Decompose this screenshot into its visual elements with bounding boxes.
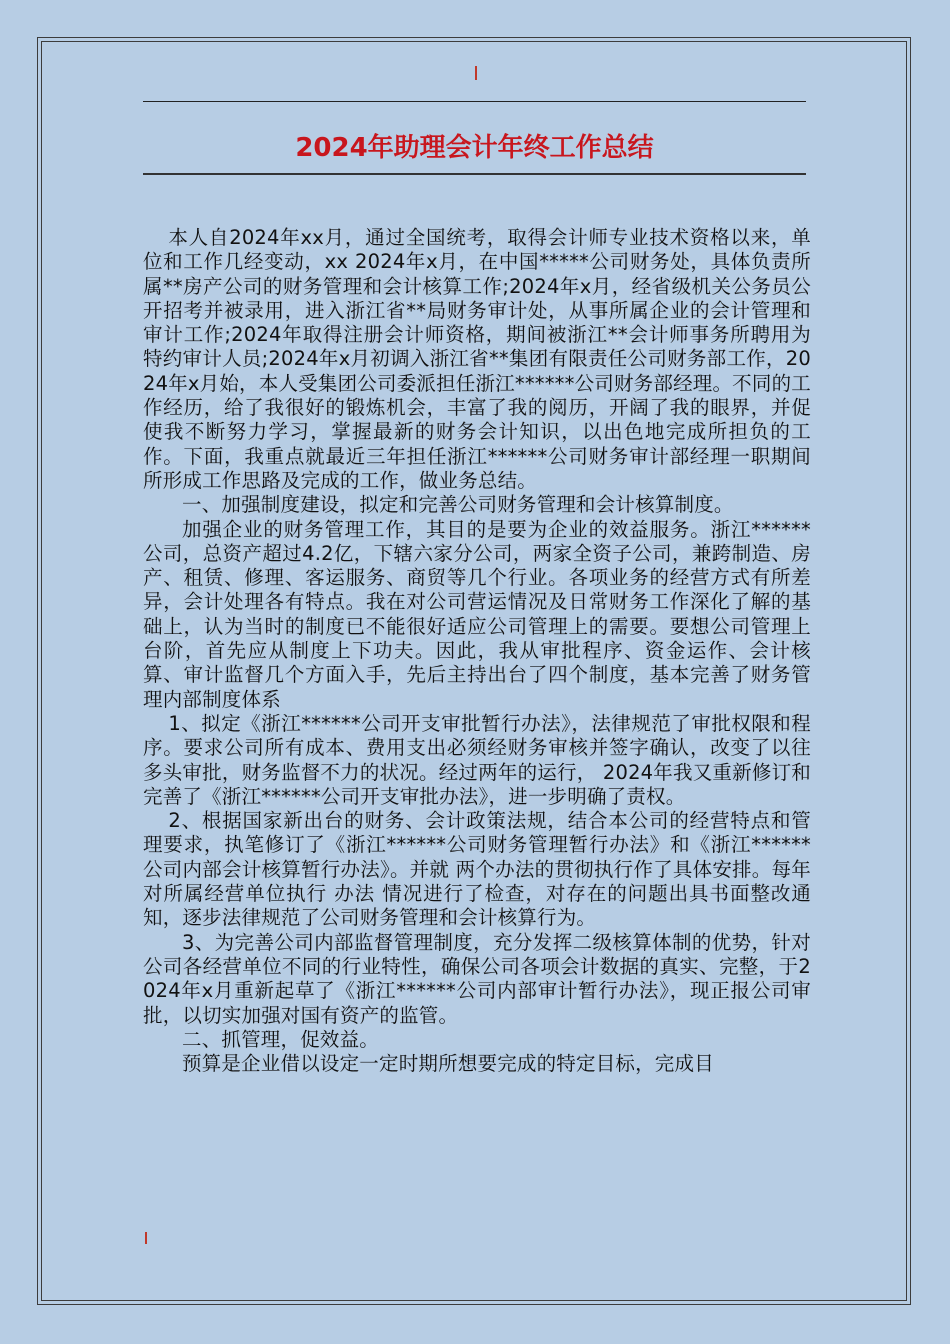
section-heading-1: 一、加强制度建设，拟定和完善公司财务管理和会计核算制度。 bbox=[182, 493, 734, 517]
section-heading-2: 二、抓管理，促效益。 bbox=[182, 1027, 380, 1051]
document-title: 2024年助理会计年终工作总结 bbox=[295, 133, 654, 163]
body-paragraph: 加强企业的财务管理工作，其目的是要为企业的效益服务。浙江******公司，总资产超过4.2亿，下辖六家分公司，两家全资子公司，兼跨制造、房产、租赁、修理、客运服务、商贸等几个行业。各项业务的经营方式有所差异，会计处理各有特点。我在对公司营运情况及日常财务工作深化了解的基础上，认为当时的制度已不能很好适应公司管理上的需要。要想公司管理上台阶，首先应从制度上下功夫。因此，我从审批程序、资金运作、会计核算、审计监督几个方面入手，先后主持出台了四个制度，基本完善了财务管理内部制度体系 bbox=[143, 517, 811, 711]
body-paragraph-item-3: 3、为完善公司内部监督管理制度，充分发挥二级核算体制的优势，针对公司各经营单位不同的行业特性，确保公司各项会计数据的真实、完整，于2024年x月重新起草了《浙江******公司内部审计暂行办法》，现正报公司审批，以切实加强对国有资产的监管。 bbox=[143, 930, 811, 1027]
body-paragraph-item-1: 1、拟定《浙江******公司开支审批暂行办法》，法律规范了审批权限和程序。要求公司所有成本、费用支出必须经财务审核并签字确认，改变了以往多头审批，财务监督不力的状况。经过两年的运行， 2024年我又重新修订和完善了《浙江******公司开支审批办法》，进一步明确了责权。 bbox=[143, 711, 811, 808]
body-paragraph-item-2: 2、根据国家新出台的财务、会计政策法规，结合本公司的经营特点和管理要求，执笔修订了《浙江******公司财务管理暂行办法》和《浙江******公司内部会计核算暂行办法》。并就 两个办法的贯彻执行作了具体安排。每年对所属经营单位执行 办法 情况进行了检查，对存在的问题出具书面整改通知，逐步法律规范了公司财务管理和会计核算行为。 bbox=[143, 809, 811, 930]
body-paragraph-intro: 本人自2024年xx月，通过全国统考，取得会计师专业技术资格以来，单位和工作几经变动，xx 2024年x月，在中国*****公司财务处，具体负责所属**房产公司的财务管理和会计核算工作;2024年x月，经省级机关公务员公开招考并被录用，进入浙江省**局财务审计处，从事所属企业的会计管理和审计工作;2024年取得注册会计师资格，期间被浙江**会计师事务所聘用为特约审计人员;2024年x月初调入浙江省**集团有限责任公司财务部工作，2024年x月始，本人受集团公司委派担任浙江******公司财务部经理。不同的工作经历，给了我很好的锻炼机会，丰富了我的阅历，开阔了我的眼界，并促使我不断努力学习，掌握最新的财务会计知识，以出色地完成所担负的工作。下面，我重点就最近三年担任浙江******公司财务审计部经理一职期间所形成工作思路及完成的工作，做业务总结。 bbox=[143, 226, 811, 492]
title-underline-rule bbox=[143, 173, 806, 175]
header-cursor-mark bbox=[475, 66, 477, 80]
footer-cursor-mark bbox=[145, 1232, 147, 1244]
header-rule bbox=[143, 101, 806, 102]
body-paragraph: 预算是企业借以设定一定时期所想要完成的特定目标，完成目 bbox=[182, 1052, 714, 1076]
document-body bbox=[143, 226, 811, 1076]
